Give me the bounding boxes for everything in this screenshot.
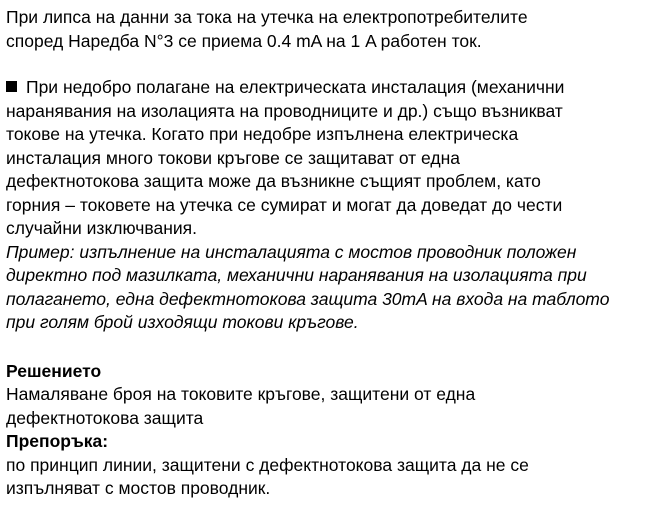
bullet-square-icon [6, 81, 17, 92]
recommendation-heading: Препоръка: [6, 431, 109, 451]
solution-section [6, 360, 666, 431]
text-line: инсталация много токови кръгове се защитават от една [6, 147, 461, 168]
text-line: при голям брой изходящи токови кръгове. [6, 312, 359, 332]
text-line: наранявания на изолацията на проводниците и др.) също възникват [6, 100, 563, 121]
text-line: токове на утечка. Когато при недобре изпълнена електрическа [6, 124, 519, 144]
text-line: При липса на данни за тока на утечка на електропотребителите [6, 7, 528, 27]
example-paragraph [6, 241, 666, 335]
text-line: директно под мазилката, механични наранявания на изолацията при [6, 265, 587, 285]
text-line: дефектнотокова защита [6, 407, 204, 428]
text-line: изпълняват с мостов проводник. [6, 478, 271, 498]
text-line: Пример: изпълнение на инсталацията с мостов проводник положен [6, 241, 577, 262]
text-span: При недобро полагане на електрическата инсталация (механични [26, 77, 565, 97]
text-line: по принцип линии, защитени с дефектнотокова защита да не се [6, 454, 529, 475]
text-line: полагането, една дефектнотокова защита 30mA на входа на таблото [6, 288, 610, 309]
text-line: според Наредба N°3 се приема 0.4 mA на 1 A работен ток. [6, 30, 482, 51]
intro-paragraph [6, 6, 666, 53]
text-line [6, 76, 666, 100]
recommendation-section [6, 430, 666, 501]
text-line: Намаляване броя на токовите кръгове, защитени от една [6, 384, 476, 404]
text-line: дефектнотокова защита може да възникне същият проблем, като [6, 171, 541, 191]
leakage-paragraph [6, 76, 666, 241]
document-body [6, 6, 666, 501]
text-line: горния – токовете на утечка се сумират и могат да доведат до чести [6, 194, 563, 215]
solution-heading: Решението [6, 360, 102, 381]
text-line: случайни изключвания. [6, 218, 197, 238]
